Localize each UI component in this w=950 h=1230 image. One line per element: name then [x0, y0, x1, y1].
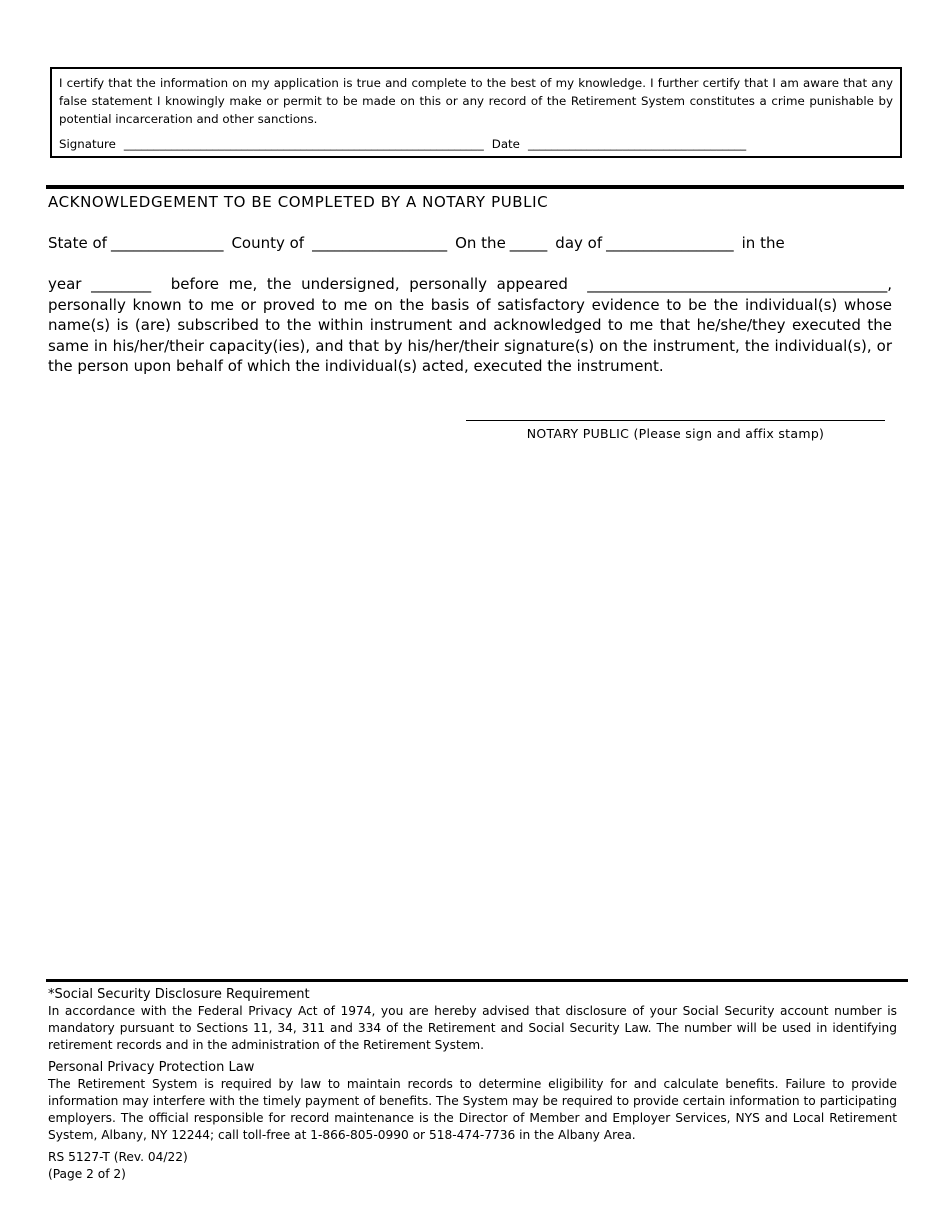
- footer-divider: [46, 979, 908, 982]
- date-label: Date: [491, 137, 520, 151]
- month-field[interactable]: _________________: [606, 234, 734, 252]
- notary-signature-line[interactable]: [466, 420, 885, 421]
- appeared-text: before me, the undersigned, personally appeared: [170, 275, 568, 293]
- date-field[interactable]: _____________________________________: [527, 137, 747, 151]
- day-of-label: day of: [555, 234, 603, 252]
- certification-signature-row: [59, 135, 893, 153]
- year-field[interactable]: ________: [91, 275, 152, 293]
- privacy-law-heading: Personal Privacy Protection Law: [48, 1060, 255, 1075]
- privacy-law-text: The Retirement System is required by law to maintain records to determine eligibility for and calculate benefits. Failure to provide information may interfere with the timely payment of benefits. The System may be required to provide certain information to participating employers. The official responsible for record maintenance is the Director of Member and Employer Services, NYS and Local Retirement System, Albany, NY 12244; call toll-free at 1-866-805-0990 or 518-474-7736 in the Albany Area.: [48, 1077, 897, 1142]
- certification-text: I certify that the information on my application is true and complete to the best of my knowledge. I further certify that I am aware that any false statement I knowingly make or permit to be made on this or any record of the Retirement System constitutes a crime punishable by potential incarceration and other sanctions.: [59, 76, 893, 126]
- page-number: (Page 2 of 2): [48, 1167, 126, 1181]
- signature-field[interactable]: _____________________________________________________________: [123, 137, 484, 151]
- state-label: State of: [48, 234, 107, 252]
- acknowledgement-body: personally known to me or proved to me on the basis of satisfactory evidence to be the individual(s) whose name(s) is (are) subscribed to the within instrument and acknowledged to me that he/she/they executed the same in his/her/their capacity(ies), and that by his/her/their signature(s) on the instrument, the individual(s), or the person upon behalf of which the individual(s) acted, executed the instrument.: [48, 295, 892, 375]
- on-the-label: On the: [455, 234, 506, 252]
- county-label: County of: [231, 234, 305, 252]
- year-label: year: [48, 275, 82, 293]
- certification-box: [50, 67, 902, 158]
- county-field[interactable]: __________________: [312, 234, 448, 252]
- notary-venue-line: [48, 234, 884, 252]
- ssn-disclosure-text: In accordance with the Federal Privacy Act of 1974, you are hereby advised that disclosure of your Social Security account number is mandatory pursuant to Sections 11, 34, 311 and 334 of the Retirement and Social Security Law. The number will be used in identifying retirement records and in the administration of the Retirement System.: [48, 1004, 897, 1052]
- form-identifier: RS 5127-T (Rev. 04/22): [48, 1150, 188, 1164]
- section-divider: [46, 185, 904, 189]
- notary-signature-caption: NOTARY PUBLIC (Please sign and affix stamp): [526, 426, 825, 441]
- notary-acknowledgement-text: [48, 274, 892, 377]
- state-field[interactable]: _______________: [110, 234, 224, 252]
- appeared-name-field[interactable]: ________________________________________,: [587, 275, 892, 293]
- ssn-disclosure-heading: *Social Security Disclosure Requirement: [48, 987, 310, 1002]
- notary-section-title: ACKNOWLEDGEMENT TO BE COMPLETED BY A NOTARY PUBLIC: [48, 193, 549, 211]
- day-field[interactable]: _____: [509, 234, 548, 252]
- in-the-label: in the: [741, 234, 785, 252]
- footer-disclosures: [48, 986, 897, 1183]
- signature-label: Signature: [59, 137, 116, 151]
